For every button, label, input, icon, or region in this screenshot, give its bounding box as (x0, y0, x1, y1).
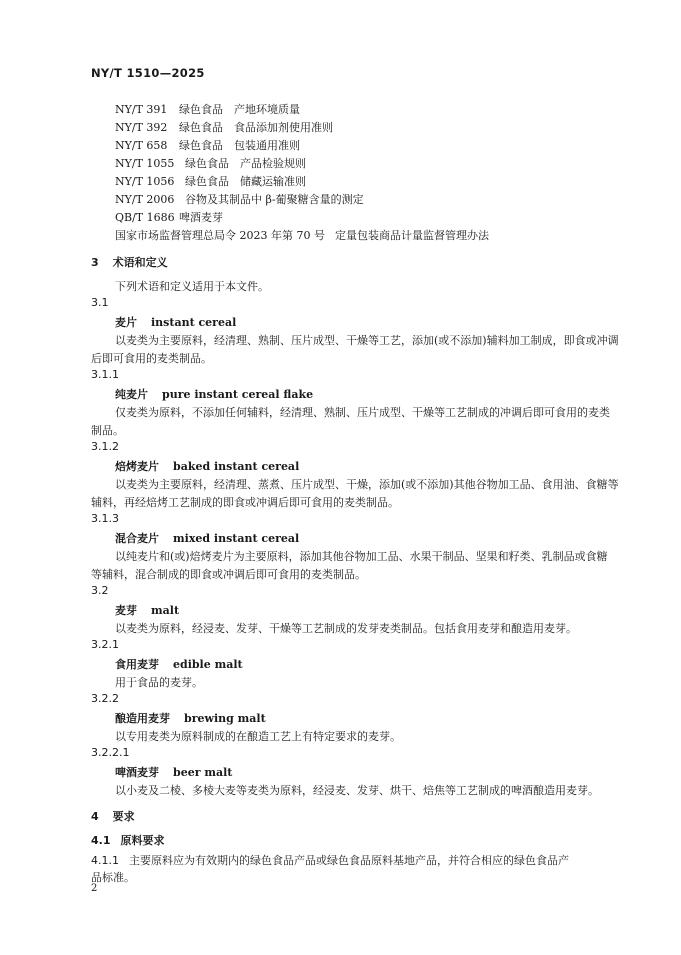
section-heading (91, 808, 135, 824)
definition-line: 仅麦类为原料，不添加任何辅料，经清理、熟制、压片成型、干燥等工艺制成的冲调后即可食用的麦类 (115, 406, 610, 419)
term-number: 3.1 (91, 296, 109, 309)
term-heading (115, 530, 299, 546)
reference-title: 谷物及其制品中 β-葡聚糖含量的测定 (185, 193, 364, 206)
clause-line (91, 852, 569, 868)
definition-line: 以小麦及二棱、多棱大麦等麦类为原料，经浸麦、发芽、烘干、焙焦等工艺制成的啤酒酿造用麦芽。 (115, 784, 599, 797)
reference-code: NY/T 391 (115, 103, 168, 116)
definition-line: 等辅料，混合制成的即食或冲调后即可食用的麦类制品。 (91, 568, 366, 581)
term-cn: 啤酒麦芽 (115, 766, 159, 779)
reference-item (115, 101, 300, 117)
reference-code: NY/T 1056 (115, 175, 175, 188)
reference-title: 绿色食品 储藏运输准则 (185, 175, 306, 188)
term-en: beer malt (173, 766, 233, 779)
term-number: 3.2.1 (91, 638, 119, 651)
reference-code: NY/T 2006 (115, 193, 175, 206)
term-cn: 混合麦片 (115, 532, 159, 545)
reference-item (115, 173, 306, 189)
term-cn: 麦片 (115, 316, 137, 329)
reference-item (115, 137, 300, 153)
definition-line: 以专用麦类为原料制成的在酿造工艺上有特定要求的麦芽。 (115, 730, 401, 743)
term-number: 3.1.1 (91, 368, 119, 381)
term-heading (115, 386, 313, 402)
subsection-title: 原料要求 (120, 834, 165, 847)
section-heading (91, 254, 168, 270)
section-title: 要求 (112, 810, 135, 823)
term-number: 3.2.2 (91, 692, 119, 705)
term-heading (115, 710, 266, 726)
section-number: 3 (91, 256, 99, 269)
reference-title: 绿色食品 产地环境质量 (179, 103, 300, 116)
term-cn: 食用麦芽 (115, 658, 159, 671)
reference-item (115, 191, 364, 207)
term-en: instant cereal (151, 316, 237, 329)
reference-code: QB/T 1686 (115, 211, 175, 224)
clause-line: 品标准。 (91, 871, 135, 884)
reference-code: 国家市场监督管理总局令 2023 年第 70 号 (115, 229, 325, 242)
reference-item (115, 227, 489, 243)
term-heading (115, 458, 299, 474)
reference-code: NY/T 392 (115, 121, 168, 134)
reference-item (115, 119, 333, 135)
term-number: 3.2.2.1 (91, 746, 130, 759)
reference-title: 绿色食品 包装通用准则 (179, 139, 300, 152)
section-title: 术语和定义 (112, 256, 168, 269)
term-en: mixed instant cereal (173, 532, 300, 545)
definition-line: 制品。 (91, 424, 124, 437)
reference-code: NY/T 1055 (115, 157, 175, 170)
term-en: brewing malt (184, 712, 266, 725)
definition-line: 辅料，再经焙烤工艺制成的即食或冲调后即可食用的麦类制品。 (91, 496, 399, 509)
subsection-number: 4.1 (91, 834, 111, 847)
term-cn: 酿造用麦芽 (115, 712, 170, 725)
term-en: edible malt (173, 658, 243, 671)
term-cn: 焙烤麦片 (115, 460, 159, 473)
section-intro: 下列术语和定义适用于本文件。 (115, 280, 269, 293)
reference-title: 绿色食品 产品检验规则 (185, 157, 306, 170)
term-heading (115, 764, 232, 780)
subsection-heading (91, 832, 165, 848)
reference-item (115, 209, 223, 225)
term-en: baked instant cereal (173, 460, 300, 473)
clause-text: 主要原料应为有效期内的绿色食品产品或绿色食品原料基地产品，并符合相应的绿色食品产 (129, 854, 569, 867)
definition-line: 用于食品的麦芽。 (115, 676, 203, 689)
term-heading (115, 602, 179, 618)
definition-line: 以麦类为主要原料，经清理、熟制、压片成型、干燥等工艺，添加(或不添加)辅料加工制成，即食或冲调 (115, 334, 619, 347)
section-number: 4 (91, 810, 99, 823)
definition-line: 以纯麦片和(或)焙烤麦片为主要原料，添加其他谷物加工品、水果干制品、坚果和籽类、乳制品或食糖 (115, 550, 608, 563)
term-cn: 纯麦片 (115, 388, 148, 401)
term-number: 3.1.2 (91, 440, 119, 453)
term-heading (115, 656, 243, 672)
definition-line: 以麦类为原料，经浸麦、发芽、干燥等工艺制成的发芽麦类制品。包括食用麦芽和酿造用麦芽。 (115, 622, 577, 635)
term-number: 3.2 (91, 584, 109, 597)
term-heading (115, 314, 236, 330)
term-en: pure instant cereal flake (162, 388, 314, 401)
reference-item (115, 155, 306, 171)
definition-line: 后即可食用的麦类制品。 (91, 352, 212, 365)
term-number: 3.1.3 (91, 512, 119, 525)
reference-code: NY/T 658 (115, 139, 168, 152)
reference-title: 绿色食品 食品添加剂使用准则 (179, 121, 333, 134)
reference-title: 啤酒麦芽 (179, 211, 223, 224)
term-cn: 麦芽 (115, 604, 137, 617)
definition-line: 以麦类为主要原料，经清理、蒸煮、压片成型、干燥，添加(或不添加)其他谷物加工品、食用油、食糖等 (115, 478, 619, 491)
standard-number-header: NY/T 1510—2025 (91, 66, 205, 80)
page-number: 2 (91, 883, 98, 894)
clause-number: 4.1.1 (91, 854, 119, 867)
reference-title: 定量包装商品计量监督管理办法 (335, 229, 489, 242)
term-en: malt (151, 604, 180, 617)
